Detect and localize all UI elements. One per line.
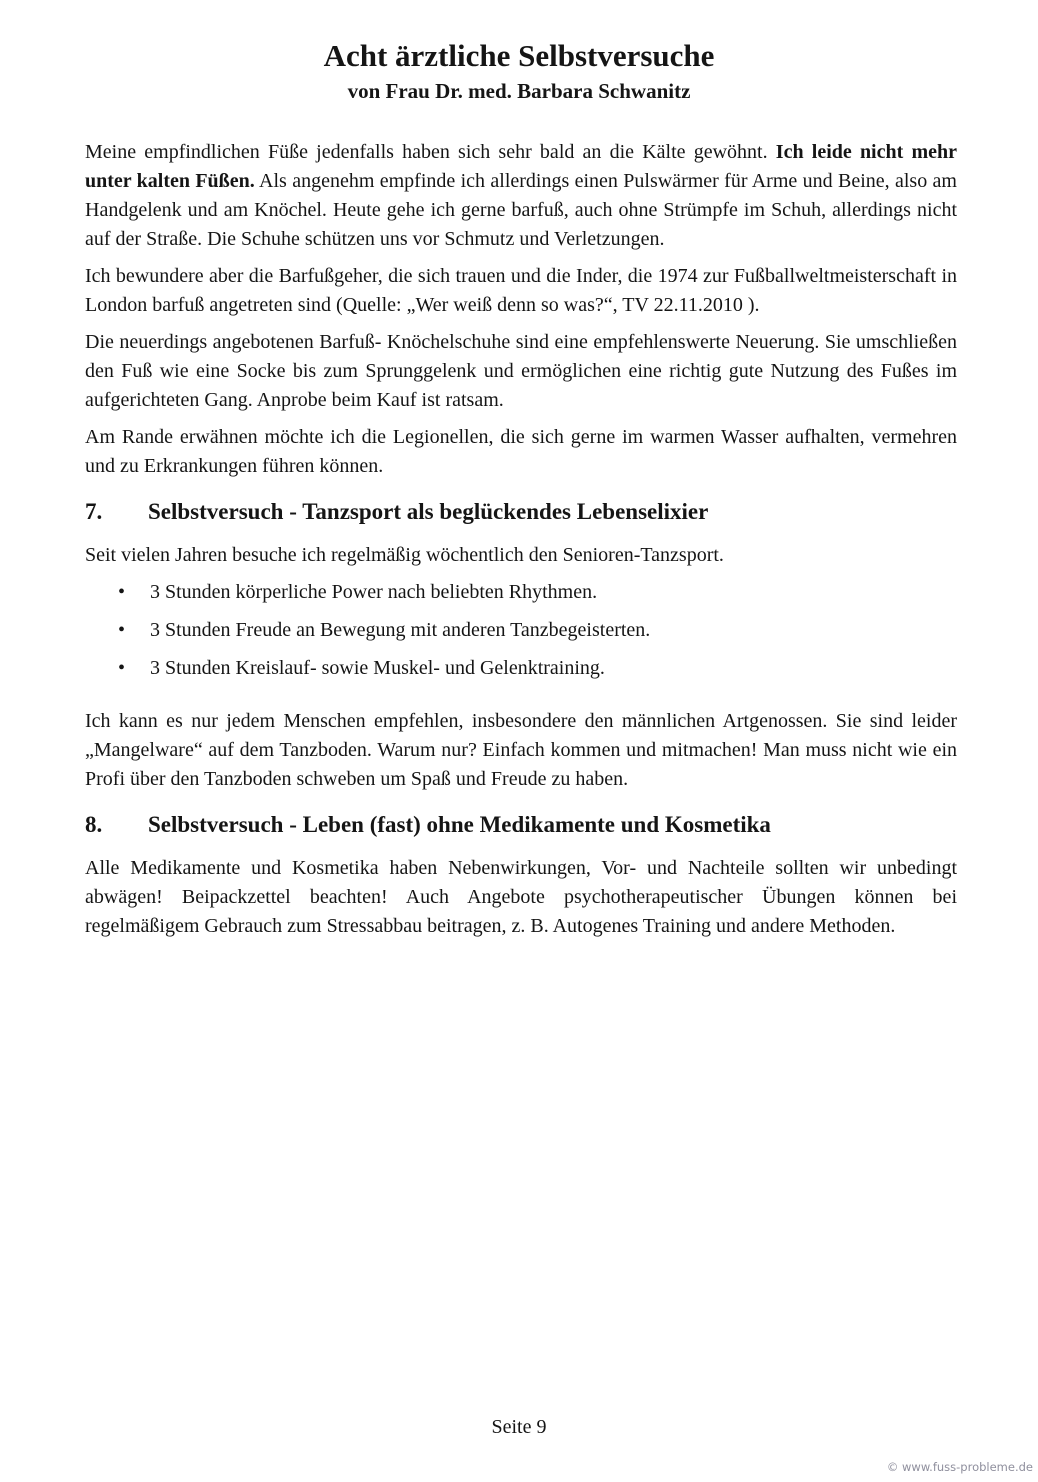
watermark: © www.fuss-probleme.de [886,1460,1033,1474]
paragraph-dance-outro: Ich kann es nur jedem Menschen empfehlen, insbesondere den männlichen Artgenossen. Sie sind leider „Mangelware“ auf dem Tanzboden. Warum nur? Einfach kommen und mitmachen! Man muss nicht wie ein Profi über den Tanzboden schweben um Spaß und Freude zu haben. [85,710,957,790]
section-heading-text: Selbstversuch - Leben (fast) ohne Medikamente und Kosmetika [148,812,771,837]
section-heading-text: Selbstversuch - Tanzsport als beglückendes Lebenselixier [148,499,709,524]
paragraph-text: Als angenehm empfinde ich allerdings einen Pulswärmer für Arme und Beine, also am Handgelenk und am Knöchel. Heute gehe ich gerne barfuß, auch ohne Strümpfe im Schuh, allerdings nicht auf der Straße. Die Schuhe schützen uns vor Schmutz und Verletzungen. [85,170,957,250]
document-body [85,138,957,941]
paragraph-barefoot-walkers: Ich bewundere aber die Barfußgeher, die sich trauen und die Inder, die 1974 zur Fußballweltmeisterschaft in London barfuß angetreten sind (Quelle: „Wer weiß denn so was?“, TV 22.11.2010 ). [85,265,957,316]
document-subtitle: von Frau Dr. med. Barbara Schwanitz [347,79,691,103]
list-item [85,578,957,607]
paragraph-legionella: Am Rande erwähnen möchte ich die Legionellen, die sich gerne im warmen Wasser aufhalten, vermehren und zu Erkrankungen führen können. [85,426,957,477]
bullet-icon: • [118,619,126,641]
list-item-text: 3 Stunden Kreislauf- sowie Muskel- und Gelenktraining. [150,657,605,679]
list-item-text: 3 Stunden körperliche Power nach beliebten Rhythmen. [150,581,598,603]
section-number: 8. [85,812,103,837]
paragraph-text: Meine empfindlichen Füße jedenfalls haben sich sehr bald an die Kälte gewöhnt. [85,141,776,163]
paragraph-medication: Alle Medikamente und Kosmetika haben Nebenwirkungen, Vor- und Nachteile sollten wir unbedingt abwägen! Beipackzettel beachten! Auch Angebote psychotherapeutischer Übungen können bei regelmäßigem Gebrauch zum Stressabbau beitragen, z. B. Autogenes Training und andere Methoden. [85,857,957,937]
section-8-heading [85,810,957,840]
bold-statement: Ich leide nicht mehr unter kalten Füßen. [85,141,958,192]
list-item [85,616,957,645]
section-number: 7. [85,499,103,524]
paragraph-feet-cold [85,138,957,254]
paragraph-barefoot-shoes: Die neuerdings angebotenen Barfuß- Knöchelschuhe sind eine empfehlenswerte Neuerung. Sie umschließen den Fuß wie eine Socke bis zum Sprunggelenk und ermöglichen eine richtig gute Nutzung des Fußes im aufgerichteten Gang. Anprobe beim Kauf ist ratsam. [85,331,957,411]
page-header [0,0,1038,104]
list-item-text: 3 Stunden Freude an Bewegung mit anderen Tanzbegeisterten. [150,619,651,641]
bullet-list [85,578,957,683]
page-number: Seite 9 [491,1416,547,1438]
list-item [85,654,957,683]
section-7-heading [85,497,957,527]
document-title: Acht ärztliche Selbstversuche [323,38,715,73]
bullet-icon: • [118,581,126,603]
bullet-icon: • [118,657,126,679]
paragraph-dance-intro: Seit vielen Jahren besuche ich regelmäßig wöchentlich den Senioren-Tanzsport. [85,544,724,566]
